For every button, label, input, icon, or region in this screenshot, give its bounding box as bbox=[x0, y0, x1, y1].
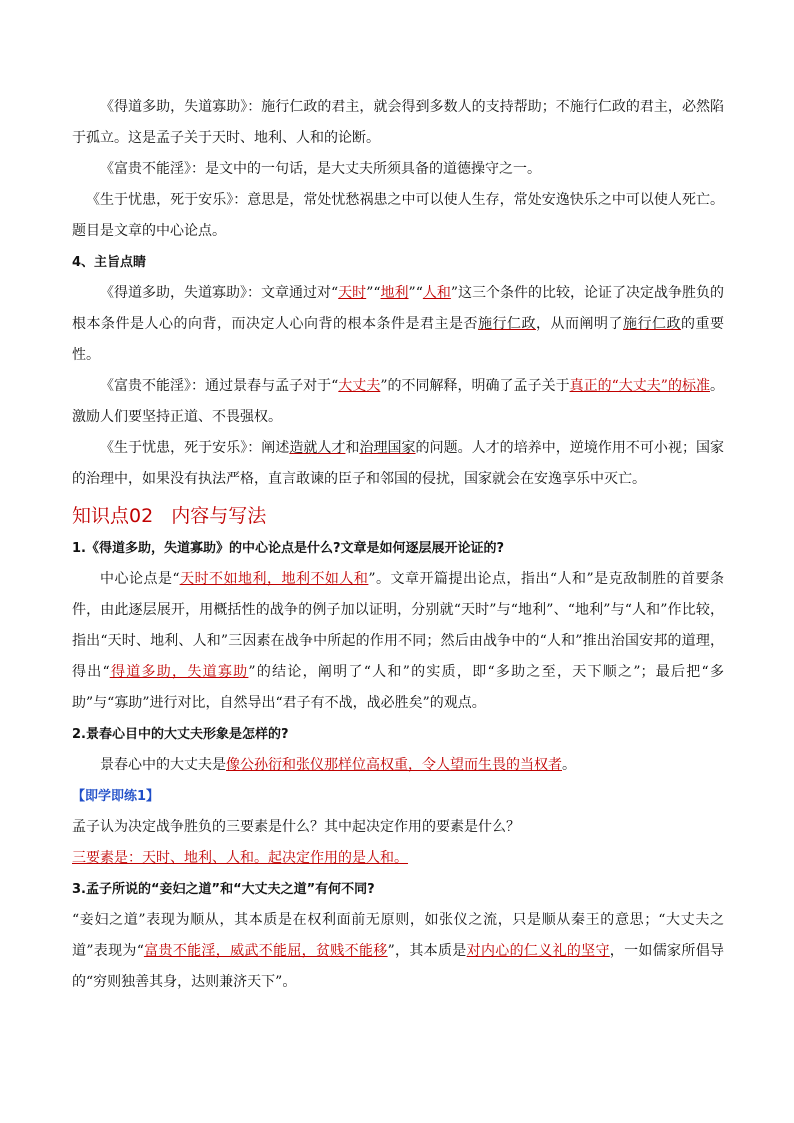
paragraph-theme-fu-gui bbox=[72, 371, 724, 433]
text: ”。文章开篇提出论点，指出“人和”是克敌制胜的首要条件，由此逐层展开，用概括性的战争的例子加以证明，分别就“天时”与“地利”、“地利”与“人和”作比较，指出“天时、地利、人和”三因素在战争中所起的作用不同；然后由战争中的“人和”推出治国安邦的道理，得出“ bbox=[72, 571, 724, 680]
highlight: 富贵不能淫，威武不能屈，贫贱不能移 bbox=[143, 943, 388, 959]
question-2: 2.景春心目中的大丈夫形象是怎样的? bbox=[72, 727, 289, 742]
highlight: 像公孙衍和张仪那样位高权重，令人望而生畏的当权者 bbox=[226, 757, 562, 773]
answer-2 bbox=[72, 750, 724, 781]
text: ，一如儒家所倡导的“穷则独善其身，达则兼济天下”。 bbox=[72, 943, 725, 990]
text: ，从而阐明了 bbox=[536, 316, 623, 332]
section-title: 内容与写法 bbox=[171, 505, 267, 527]
highlight: 大丈夫 bbox=[338, 378, 381, 394]
answer-3 bbox=[72, 905, 724, 998]
text: 《生于忧患，死于安乐》：意思是，常处忧愁祸患之中可以使人生存，常处安逸快乐之中可以使人死亡。题目是文章的中心论点。 bbox=[72, 192, 724, 239]
highlight: 得道多助，失道寡助 bbox=[109, 664, 249, 680]
section-heading bbox=[72, 499, 724, 533]
document-page bbox=[72, 92, 724, 998]
section-number: 知识点02 bbox=[72, 505, 154, 527]
text: 和 bbox=[345, 440, 360, 456]
paragraph-theme-de-dao bbox=[72, 278, 724, 371]
highlight: 施行仁政 bbox=[478, 316, 536, 332]
practice-question: 孟子认为决定战争胜负的三要素是什么？其中起决定作用的要素是什么？ bbox=[72, 819, 520, 835]
text: ”，其本质是 bbox=[387, 943, 467, 959]
practice-answer: 三要素是：天时、地利、人和。起决定作用的是人和。 bbox=[72, 850, 408, 866]
text: 《得道多助，失道寡助》：施行仁政的君主，就会得到多数人的支持帮助；不施行仁政的君主，必然陷于孤立。这是孟子关于天时、地利、人和的论断。 bbox=[72, 99, 724, 146]
text: 。 bbox=[562, 757, 576, 773]
text: “妾妇之道”表现为顺从，其本质是在权利面前无原则，如张仪之流，只是顺从秦王的意思；“大丈夫之道”表现为“ bbox=[72, 912, 724, 959]
paragraph-de-dao bbox=[72, 92, 724, 154]
text: 的问题。人才的培养中，逆境作用不可小视；国家的治理中，如果没有执法严格，直言敢谏的臣子和邻国的侵扰，国家就会在安逸享乐中灭亡。 bbox=[72, 440, 725, 487]
paragraph-fu-gui bbox=[72, 154, 724, 185]
heading-theme: 4、主旨点睛 bbox=[72, 255, 147, 270]
text: 中心论点是“ bbox=[100, 571, 180, 587]
text: 《得道多助，失道寡助》：文章通过对“ bbox=[100, 285, 339, 301]
text: 《富贵不能淫》：通过景春与孟子对于“ bbox=[100, 378, 339, 394]
highlight: 对内心的仁义礼的坚守 bbox=[466, 943, 610, 959]
text: 《富贵不能淫》：是文中的一句话，是大丈夫所须具备的道德操守之一。 bbox=[100, 161, 541, 177]
answer-1 bbox=[72, 564, 724, 719]
text: ”这三个条件的比较，论证了决定战争胜负的根本条件是人心的向背，而决定人心向背的根本条件是君主是否 bbox=[72, 285, 725, 332]
highlight: 治理国家 bbox=[359, 440, 416, 456]
highlight: 施行仁政 bbox=[623, 316, 681, 332]
question-1: 1.《得道多助，失道寡助》的中心论点是什么?文章是如何逐层展开论证的? bbox=[72, 541, 505, 556]
paragraph-theme-sheng-yu bbox=[72, 433, 724, 495]
highlight: 天时 bbox=[338, 285, 367, 301]
text: 景春心中的大丈夫是 bbox=[100, 757, 226, 773]
text: ”“ bbox=[366, 285, 381, 301]
highlight: 地利 bbox=[380, 285, 409, 301]
text: 的重要性。 bbox=[72, 316, 724, 363]
question-3: 3.孟子所说的“妾妇之道”和“大丈夫之道”有何不同? bbox=[72, 882, 375, 897]
text: 《生于忧患，死于安乐》：阐述 bbox=[100, 440, 290, 456]
text: ”的不同解释，明确了孟子关于 bbox=[380, 378, 570, 394]
text: ”的结论，阐明了“人和”的实质，即“多助之至，天下顺之”；最后把“多助”与“寡助”进行对比，自然导出“君子有不战，战必胜矣”的观点。 bbox=[72, 664, 724, 711]
paragraph-sheng-yu bbox=[72, 185, 724, 247]
text: ”“ bbox=[408, 285, 423, 301]
highlight: 天时不如地利，地利不如人和 bbox=[179, 571, 369, 587]
highlight: 真正的“大丈夫”的标准 bbox=[569, 378, 710, 394]
highlight: 人和 bbox=[422, 285, 451, 301]
text: 。激励人们要坚持正道、不畏强权。 bbox=[72, 378, 724, 425]
highlight: 造就人才 bbox=[289, 440, 346, 456]
practice-label: 【即学即练1】 bbox=[72, 789, 160, 804]
